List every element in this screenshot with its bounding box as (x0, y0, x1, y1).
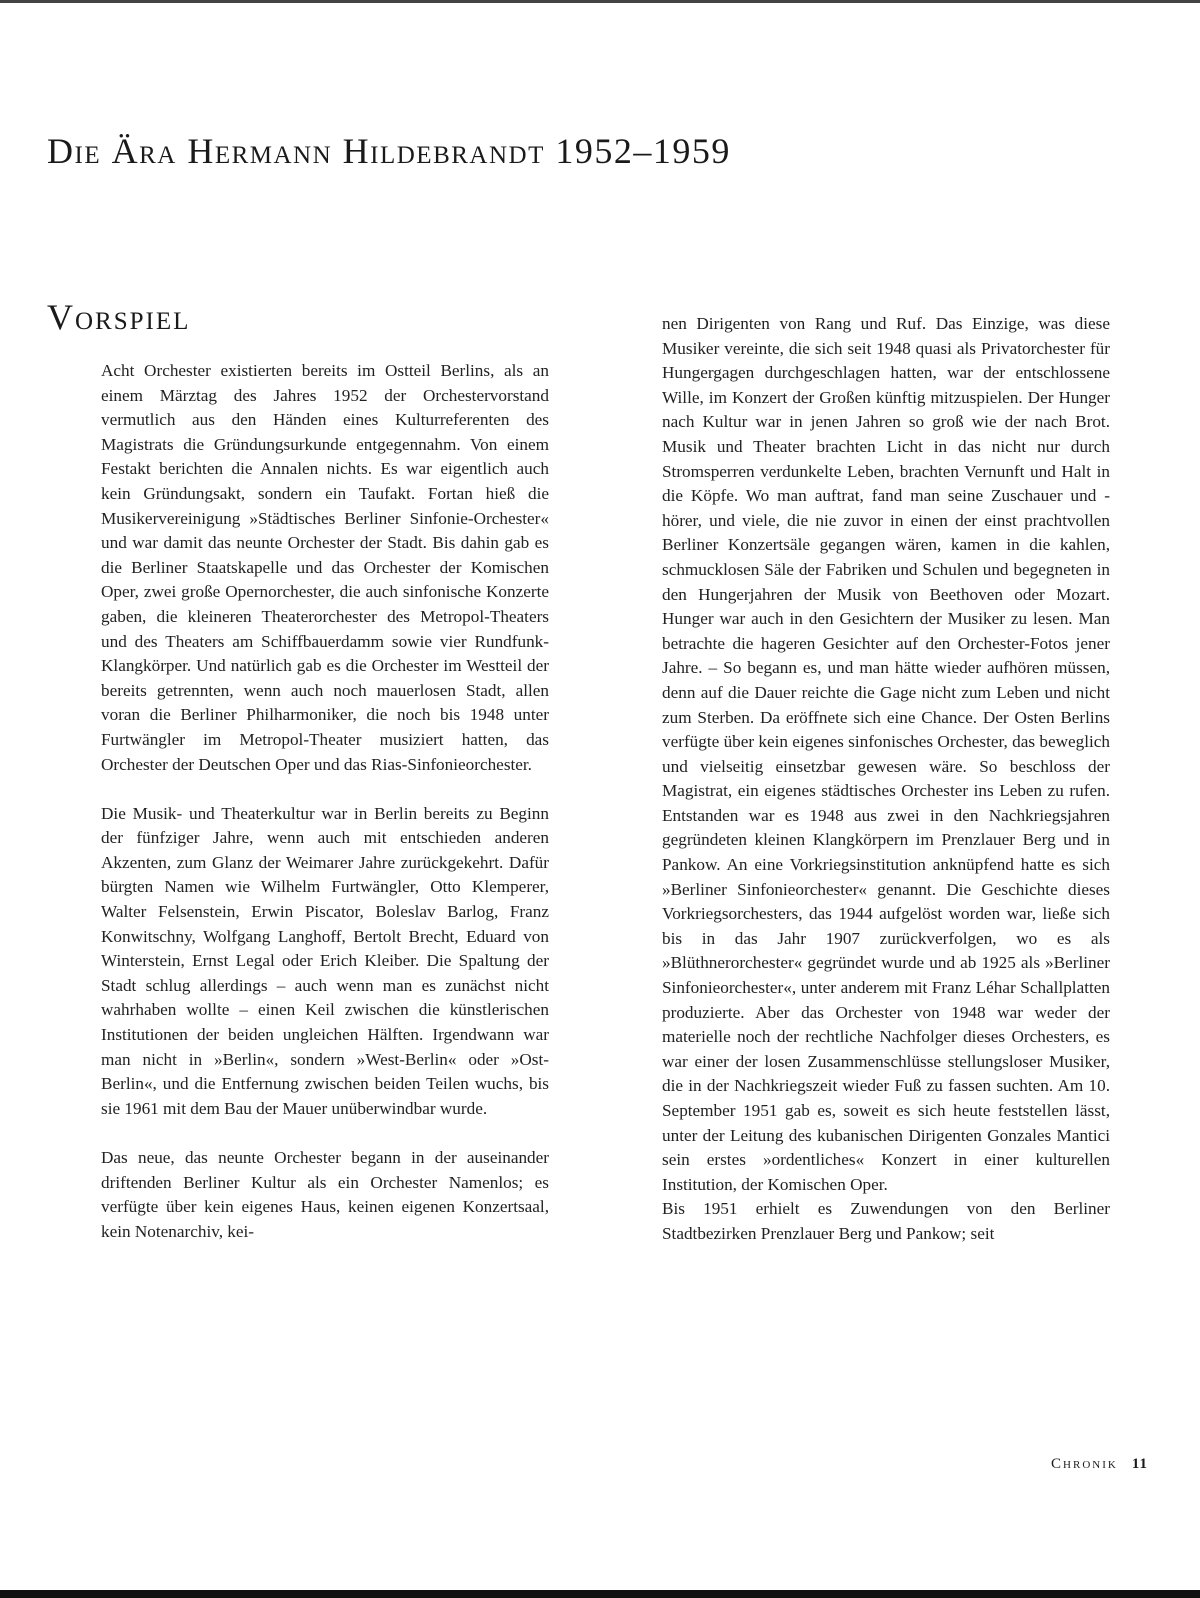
page-footer (1051, 1456, 1148, 1473)
page-number: 11 (1131, 1456, 1148, 1472)
right-column (662, 312, 1110, 1247)
section-title: Vorspiel (47, 297, 191, 337)
paragraph: Bis 1951 erhielt es Zuwendungen von den Berliner Stadtbezirken Prenzlauer Berg und Pankow; seit (662, 1199, 1110, 1243)
paragraph: Die Musik- und Theaterkultur war in Berlin bereits zu Beginn der fünfziger Jahre, wenn auch mit entschieden anderen Akzenten, zum Glanz der Weimarer Jahre zurückgekehrt. Dafür bürgten Namen wie Wilhelm Furtwängler, Otto Klemperer, Walter Felsenstein, Erwin Piscator, Boleslav Barlog, Franz Konwitschny, Wolfgang Langhoff, Bertolt Brecht, Eduard von Winterstein, Ernst Legal oder Erich Kleiber. Die Spaltung der Stadt schlug allerdings – auch wenn man es zunächst nicht wahrhaben wollte – einen Keil zwischen die künstlerischen Institutionen der beiden ungleichen Hälften. Irgendwann war man nicht in »Berlin«, sondern »West-Berlin« oder »Ost-Berlin«, und die Entfernung zwischen beiden Teilen wuchs, bis sie 1961 mit dem Bau der Mauer unüberwindbar wurde. (101, 803, 549, 1118)
running-head: Chronik (1051, 1456, 1118, 1472)
paragraph: Acht Orchester existierten bereits im Ostteil Berlins, als an einem Märztag des Jahres 1952 der Orchestervorstand vermutlich aus den Händen eines Kulturreferenten des Magistrats die Gründungsurkunde entgegennahm. Von einem Festakt berichten die Annalen nichts. Es war eigentlich auch kein Gründungsakt, sondern ein Taufakt. Fortan hieß die Musikervereinigung »Städtisches Berliner Sinfonie-Orchester« und war damit das neunte Orchester der Stadt. Bis dahin gab es die Berliner Staatskapelle und das Orchester der Komischen Oper, zwei große Opernorchester, die auch sinfonische Konzerte gaben, die kleineren Theaterorchester des Metropol-Theaters und des Theaters am Schiffbauerdamm sowie vier Rundfunk-Klangkörper. Und natürlich gab es die Orchester im Westteil der bereits getrennten, wenn auch noch mauerlosen Stadt, allen voran die Berliner Philharmoniker, die noch bis 1948 unter Furtwängler im Metropol-Theater musiziert hatten, das Orchester der Deutschen Oper und das Rias-Sinfonieorchester. (101, 361, 549, 774)
paragraph: Das neue, das neunte Orchester begann in der auseinander driftenden Berliner Kultur als ein Orchester Namenlos; es verfügte über kein eigenes Haus, keinen eigenen Konzertsaal, kein Notenarchiv, kei- (101, 1148, 549, 1241)
bottom-rule (0, 1590, 1200, 1598)
left-column (101, 359, 549, 1244)
top-rule (0, 0, 1200, 3)
paragraph: nen Dirigenten von Rang und Ruf. Das Einzige, was diese Musiker vereinte, die sich seit 1948 quasi als Privatorchester für Hungergagen durchgeschlagen hatten, war der entschlossene Wille, im Konzert der Großen künftig mitzuspielen. Der Hunger nach Kultur war in jenen Jahren so groß wie der nach Brot. Musik und Theater brachten Licht in das nicht nur durch Stromsperren verdunkelte Leben, brachten Vernunft und Halt in die Köpfe. Wo man auftrat, fand man seine Zuschauer und -hörer, und viele, die nie zuvor in einen der einst prachtvollen Berliner Konzertsäle gegangen wären, kamen in die kahlen, schmucklosen Säle der Fabriken und Schulen und begegneten in den Hungerjahren der Musik von Beethoven oder Mozart. Hunger war auch in den Gesichtern der Musiker zu lesen. Man betrachte die hageren Gesichter auf den Orchester-Fotos jener Jahre. – So begann es, und man hätte wieder aufhören müssen, denn auf die Dauer reichte die Gage nicht zum Leben und nicht zum Sterben. Da eröffnete sich eine Chance. Der Osten Berlins verfügte über kein eigenes sinfonisches Orchester, das beweglich und vielseitig einsetzbar gewesen wäre. So beschloss der Magistrat, ein eigenes städtisches Orchester ins Leben zu rufen. Entstanden war es 1948 aus zwei in den Nachkriegsjahren gegründeten kleinen Klangkörpern im Prenzlauer Berg und in Pankow. An eine Vorkriegsinstitution anknüpfend hatte es sich »Berliner Sinfonieorchester« genannt. Die Geschichte dieses Vorkriegsorchesters, das 1944 aufgelöst worden war, ließe sich bis in das Jahr 1907 zurückverfolgen, wo es als »Blüthnerorchester« gegründet wurde und ab 1925 als »Berliner Sinfonieorchester«, unter anderem mit Franz Léhar Schallplatten produzierte. Aber das Orchester von 1948 war weder der materielle noch der rechtliche Nachfolger dieses Orchesters, es war einer der losen Zusammenschlüsse stellungsloser Musiker, die in der Nachkriegszeit wieder Fuß zu fassen suchten. Am 10. September 1951 gab es, soweit es sich heute feststellen lässt, unter der Leitung des kubanischen Dirigenten Gonzales Mantici sein erstes »ordentliches« Konzert in einer kulturellen Institution, der Komischen Oper. (662, 314, 1110, 1194)
chapter-title: Die Ära Hermann Hildebrandt 1952–1959 (47, 131, 731, 171)
